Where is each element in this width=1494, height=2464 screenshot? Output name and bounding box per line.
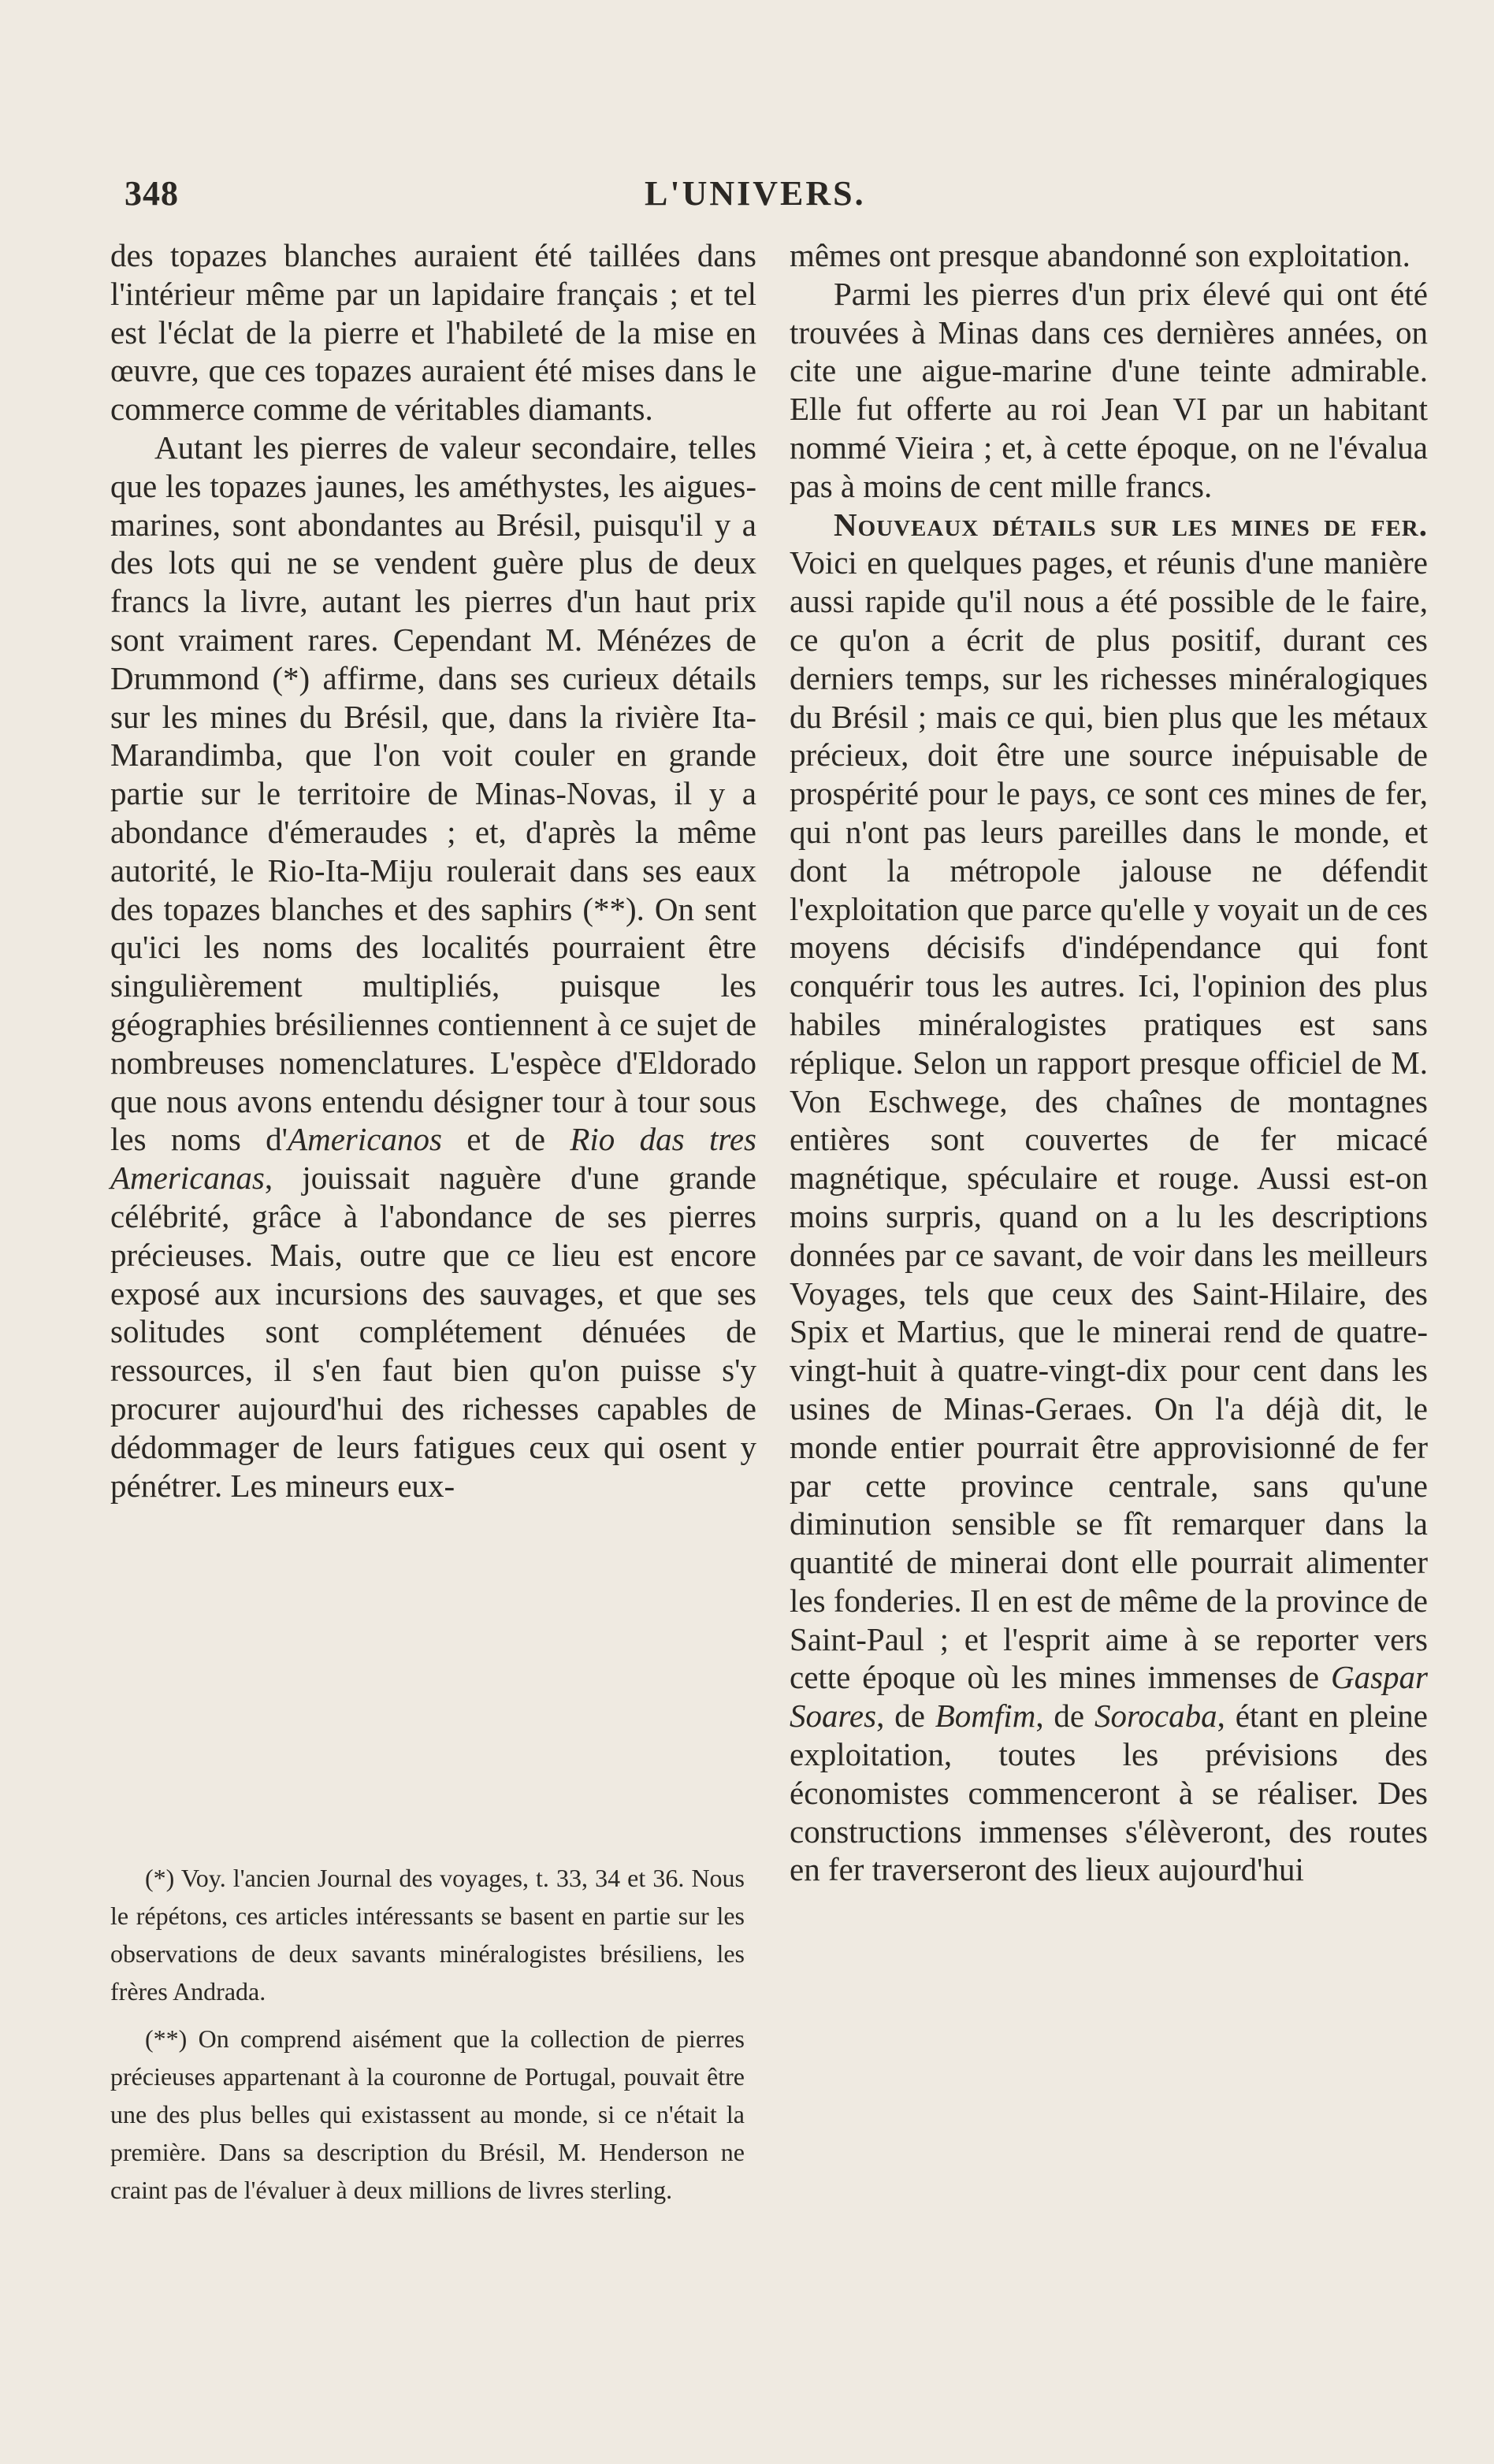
right-paragraph-3-text-c: , de	[1035, 1698, 1094, 1735]
footnote-2: (**) On comprend aisément que la collection de pierres précieuses appartenant à la couronne de Portugal, pouvait être une des plus belles qui existassent au monde, si ce n'était la première. Dans sa description du Brésil, M. Henderson ne craint pas de l'évaluer à deux millions de livres sterling.	[110, 2024, 745, 2204]
footnotes	[110, 1859, 745, 2218]
left-paragraph-1: des topazes blanches auraient été taillées dans l'intérieur même par un lapidaire français ; et tel est l'éclat de la pierre et l'habileté de la mise en œuvre, que ces topazes auraient été mises dans le commerce comme de véritables diamants.	[110, 237, 756, 428]
right-paragraph-3	[790, 506, 1428, 1890]
left-column	[110, 236, 756, 1505]
left-paragraph-2-italic-rio: Rio das tres Americanas	[110, 1121, 756, 1197]
left-paragraph-2-conjunction: et de	[441, 1121, 570, 1158]
right-paragraph-2: Parmi les pierres d'un prix élevé qui ont été trouvées à Minas dans ces dernières années, on cite une aigue-marine d'une teinte admirable. Elle fut offerte au roi Jean VI par un habitant nommé Vieira ; et, à cette époque, on ne l'évalua pas à moins de cent mille francs.	[790, 275, 1428, 504]
right-paragraph-1: mêmes ont presque abandonné son exploitation.	[790, 237, 1410, 273]
page-number: 348	[124, 174, 179, 213]
right-paragraph-3-text-d: , étant en pleine exploitation, toutes les prévisions des économistes commenceront à se réaliser. Des constructions immenses s'élèveront, des routes en fer traverseront des lieux aujourd'hui	[790, 1698, 1428, 1888]
left-paragraph-2	[110, 429, 756, 1505]
running-title: L'UNIVERS.	[645, 174, 866, 213]
left-paragraph-2-end: , jouissait naguère d'une grande célébrité, grâce à l'abondance de ses pierres précieuses. Mais, outre que ce lieu est encore exposé aux incursions des sauvages, et que ses solitudes sont complétement dénuées de ressources, il s'en faut bien qu'on puisse s'y procurer aujourd'hui des richesses capables de dédommager de leurs fatigues ceux qui osent y pénétrer. Les mineurs eux-	[110, 1160, 756, 1504]
right-paragraph-3-italic-sorocaba: Sorocaba	[1094, 1698, 1217, 1735]
left-paragraph-2-italic-americanos: Americanos	[288, 1121, 442, 1158]
right-paragraph-3-italic-gaspar: Gaspar Soares	[790, 1659, 1428, 1735]
right-paragraph-3-text-b: , de	[876, 1698, 935, 1735]
section-heading: Nouveaux détails sur les mines de fer.	[834, 506, 1428, 543]
footnote-1: (*) Voy. l'ancien Journal des voyages, t. 33, 34 et 36. Nous le répétons, ces articles intéressants se basent en partie sur les observations de deux savants minéralogistes brésiliens, les frères Andrada.	[110, 1864, 745, 2006]
right-paragraph-3-italic-bomfim: Bomfim	[935, 1698, 1036, 1735]
right-paragraph-3-text-a: Voici en quelques pages, et réunis d'une manière aussi rapide qu'il nous a été possible de le faire, ce qu'on a écrit de plus positif, durant ces derniers temps, sur les richesses minéralogiques du Brésil ; mais ce qui, bien plus que les métaux précieux, doit être une source inépuisable de prospérité pour le pays, ce sont ces mines de fer, qui n'ont pas leurs pareilles dans le monde, et dont la métropole jalouse ne défendit l'exploitation que parce qu'elle y voyait un de ces moyens décisifs d'indépendance qui font conquérir tous les autres. Ici, l'opinion des plus habiles minéralogistes pratiques est sans réplique. Selon un rapport presque officiel de M. Von Eschwege, des chaînes de montagnes entières sont couvertes de fer micacé magnétique, spéculaire et rouge. Aussi est-on moins surpris, quand on a lu les descriptions données par ce savant, de voir dans les meilleurs Voyages, tels que ceux des Saint-Hilaire, des Spix et Martius, que le minerai rend de quatre-vingt-huit à quatre-vingt-dix pour cent dans les usines de Minas-Geraes. On l'a déjà dit, le monde entier pourrait être approvisionné de fer par cette province centrale, sans qu'une diminution sensible se fît remarquer dans la quantité de minerai dont elle pourrait alimenter les fonderies. Il en est de même de la province de Saint-Paul ; et l'esprit aime à se reporter vers cette époque où les mines immenses de	[790, 544, 1428, 1696]
running-head	[124, 173, 908, 221]
right-column	[790, 236, 1428, 1889]
left-paragraph-2-text: Autant les pierres de valeur secondaire, telles que les topazes jaunes, les améthystes, les aigues-marines, sont abondantes au Brésil, puisqu'il y a des lots qui ne se vendent guère plus de deux francs la livre, autant les pierres d'un haut prix sont vraiment rares. Cependant M. Ménézes de Drummond (*) affirme, dans ses curieux détails sur les mines du Brésil, que, dans la rivière Ita-Marandimba, que l'on voit couler en grande partie sur le territoire de Minas-Novas, il y a abondance d'émeraudes ; et, d'après la même autorité, le Rio-Ita-Miju roulerait dans ses eaux des topazes blanches et des saphirs (**). On sent qu'ici les noms des localités pourraient être singulièrement multipliés, puisque les géographies brésiliennes contiennent à ce sujet de nombreuses nomenclatures. L'espèce d'Eldorado que nous avons entendu désigner tour à tour sous les noms d'	[110, 429, 756, 1158]
